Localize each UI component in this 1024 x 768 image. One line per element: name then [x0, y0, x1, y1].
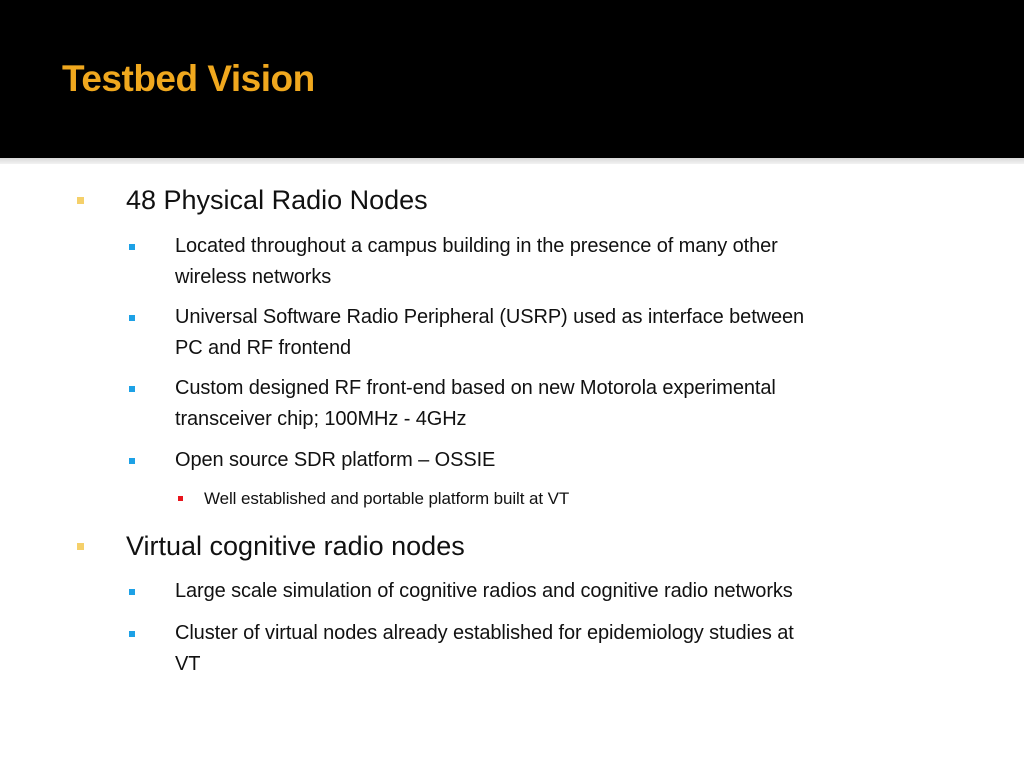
slide-title: Testbed Vision [62, 58, 315, 99]
list-item-line: Located throughout a campus building in the presence of many other [175, 235, 778, 257]
bullet-level1-icon [77, 197, 84, 204]
bullet-level2-icon [129, 631, 135, 637]
bullet-level2-icon [129, 315, 135, 321]
section-heading: 48 Physical Radio Nodes [126, 185, 428, 215]
bullet-level2-icon [129, 589, 135, 595]
list-item-line: Custom designed RF front-end based on new Motorola experimental [175, 377, 776, 399]
section-heading: Virtual cognitive radio nodes [126, 531, 465, 561]
bullet-level1-icon [77, 543, 84, 550]
list-item-line: transceiver chip; 100MHz - 4GHz [175, 408, 467, 430]
bullet-level2-icon [129, 458, 135, 464]
list-item-line: VT [175, 653, 201, 675]
list-item-line: wireless networks [175, 266, 332, 288]
list-item-line: Open source SDR platform – OSSIE [175, 449, 496, 471]
sub-list-item-line: Well established and portable platform built at VT [204, 489, 570, 508]
bullet-level3-icon [178, 496, 183, 501]
list-item-line: Large scale simulation of cognitive radios and cognitive radio networks [175, 580, 793, 602]
list-item-line: PC and RF frontend [175, 337, 352, 359]
bullet-level2-icon [129, 244, 135, 250]
list-item-line: Universal Software Radio Peripheral (USRP) used as interface between [175, 306, 805, 328]
bullet-level2-icon [129, 386, 135, 392]
list-item-line: Cluster of virtual nodes already established for epidemiology studies at [175, 622, 794, 644]
